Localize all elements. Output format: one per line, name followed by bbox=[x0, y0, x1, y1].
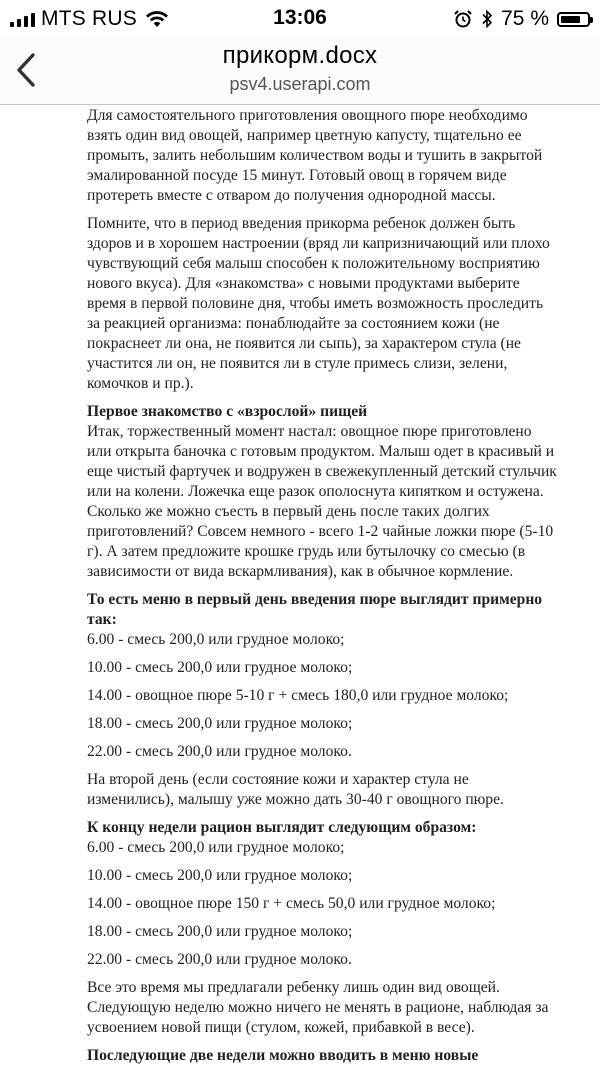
menu-line: 14.00 - овощное пюре 150 г + смесь 50,0 или грудное молоко; bbox=[87, 895, 496, 912]
status-right bbox=[453, 7, 590, 31]
section-heading: К концу недели рацион выглядит следующим образом: bbox=[87, 819, 477, 836]
paragraph: На второй день (если состояние кожи и характер стула не изменились), малышу уже можно дать 30-40 г овощного пюре. bbox=[87, 771, 504, 808]
section-heading: Первое знакомство с «взрослой» пищей bbox=[87, 403, 368, 420]
menu-line: 6.00 - смесь 200,0 или грудное молоко; bbox=[87, 631, 345, 648]
alarm-clock-icon bbox=[453, 9, 473, 29]
menu-line: 22.00 - смесь 200,0 или грудное молоко. bbox=[87, 743, 352, 760]
status-bar bbox=[0, 0, 600, 36]
menu-line: 14.00 - овощное пюре 5-10 г + смесь 180,0 или грудное молоко; bbox=[87, 687, 509, 704]
battery-level-fill bbox=[561, 16, 580, 23]
menu-line: 6.00 - смесь 200,0 или грудное молоко; bbox=[87, 839, 345, 856]
navigation-bar bbox=[0, 36, 600, 105]
menu-line: 10.00 - смесь 200,0 или грудное молоко; bbox=[87, 659, 353, 676]
section-heading: То есть меню в первый день введения пюре выглядит примерно так: bbox=[87, 591, 543, 628]
bluetooth-icon bbox=[481, 9, 493, 29]
menu-line: 10.00 - смесь 200,0 или грудное молоко; bbox=[87, 867, 353, 884]
menu-line: 18.00 - смесь 200,0 или грудное молоко; bbox=[87, 923, 353, 940]
battery-percent: 75 % bbox=[501, 7, 549, 30]
document-content bbox=[87, 105, 557, 1066]
paragraph: Для самостоятельного приготовления овощного пюре необходимо взять один вид овощей, например цветную капусту, тщательно ее промыть, залить небольшим количеством воды и тушить в закрытой эмалированной посуде 15 минут. Готовый овощ в горячем виде протереть вместе с отваром до получения однородной массы. bbox=[87, 107, 543, 204]
paragraph: Помните, что в период введения прикорма ребенок должен быть здоров и в хорошем настроении (вряд ли капризничающий или плохо чувствующий себя малыш способен к положительному восприятию нового вкуса). Для «знакомства» с новыми продуктами выберите время в первой половине дня, чтобы иметь возможность проследить за реакцией организма: понаблюдайте за состоянием кожи (не покраснеет ли она, не появится ли сыпь), за характером стула (не участится ли он, не появится ли в стуле примесь слизи, зелени, комочков и пр.). bbox=[87, 215, 550, 392]
battery-icon bbox=[557, 12, 590, 27]
paragraph: Итак, торжественный момент настал: овощное пюре приготовлено или открыта баночка с готовым продуктом. Малыш одет в красивый и еще чистый фартучек и водружен в свежекупленный детский стульчик или на колени. Ложечка еще разок ополоснута кипятком и остужена. Сколько же можно съесть в первый день после таких долгих приготовлений? Совсем немного - всего 1-2 чайные ложки пюре (5-10 г). А затем предложите крошке грудь или бутылочку со смесью (в зависимости от вида вскармливания), как в обычное кормление. bbox=[87, 423, 557, 580]
document-viewer[interactable] bbox=[0, 105, 600, 1066]
document-source: psv4.userapi.com bbox=[229, 74, 371, 94]
status-time: 13:06 bbox=[273, 6, 327, 29]
section-heading: Последующие две недели можно вводить в меню новые bbox=[87, 1047, 479, 1064]
document-title: прикорм.docx bbox=[222, 42, 378, 69]
carrier-name: MTS RUS bbox=[41, 7, 137, 30]
paragraph: Все это время мы предлагали ребенку лишь один вид овощей. Следующую неделю можно ничего не менять в рационе, наблюдая за усвоением новой пищи (стулом, кожей, прибавкой в весе). bbox=[87, 979, 549, 1036]
menu-line: 22.00 - смесь 200,0 или грудное молоко. bbox=[87, 951, 352, 968]
menu-line: 18.00 - смесь 200,0 или грудное молоко; bbox=[87, 715, 353, 732]
